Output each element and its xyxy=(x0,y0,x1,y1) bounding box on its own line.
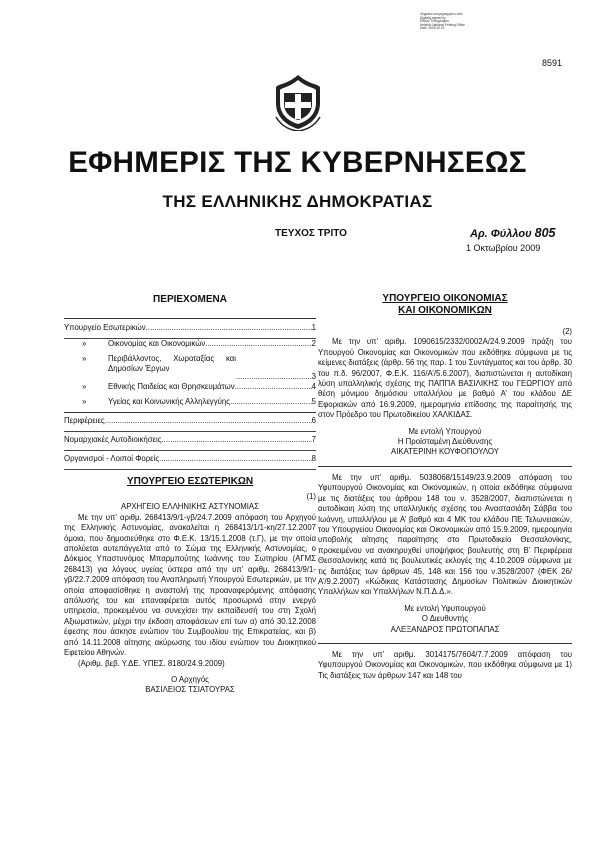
toc-marker: » xyxy=(82,339,87,348)
toc-row xyxy=(64,435,316,451)
signature-line: Date: 2009.10.01 xyxy=(420,26,445,31)
toc-label: Περιβάλλοντος, Χωροταξίας και Δημοσίων Έργων xyxy=(108,354,236,374)
toc-marker: » xyxy=(82,382,87,391)
table-of-contents xyxy=(64,294,316,470)
signature-line: Ψηφιακά υπογεγραμμένο από xyxy=(420,12,463,16)
toc-label: Εθνικής Παιδείας και Θρησκευμάτων xyxy=(108,382,235,391)
toc-page: 2 xyxy=(311,339,316,348)
toc-row xyxy=(64,323,316,339)
gazette-subtitle: ΤΗΣ ΕΛΛΗΝΙΚΗΣ ΔΗΜΟΚΡΑΤΙΑΣ xyxy=(162,192,433,211)
greek-coat-of-arms-icon xyxy=(272,73,324,131)
toc-label: Νομαρχιακές Αυτοδιοικήσεις xyxy=(64,435,162,444)
item-number: (1) xyxy=(306,492,316,501)
toc-row xyxy=(82,339,316,354)
toc-page: 7 xyxy=(311,435,316,444)
decision-text: Με την υπ’ αριθμ. 3014175/7604/7.7.2009 απόφαση του Υφυπουργού Οικονομίας και Οικονομικών, που εκδόθηκε σύμφωνα με 1) Τις διατάξεις των άρθρων 147 και 148 του xyxy=(318,649,572,680)
signer-role: Ο Αρχηγός xyxy=(171,674,209,684)
decision-text: Με την υπ’ αριθμ. 1090615/2332/0002Α/24.9.2009 πράξη του Υπουργού Οικονομίας και Οικονομικών που εκδόθηκε σύμφωνα με τις κείμενες διατάξεις (άρθρ. 56 της παρ. 1 του Συντάγματος και του άρθρ. 30 του π.δ. 96/2007, Φ.Ε.Κ. 116/Α’/5.6.2007), διαπιστώνεται η αυτοδίκαιη λύση υπαλληλικής σχέσης της ΠΑΠΠΑ ΒΑΣΙΛΙΚΗΣ του ΓΕΩΡΓΙΟΥ από θέση μόνιμου δημόσιου υπαλλήλου με βαθμό Α’ του κλάδου ΔΕ Εφοριακών από 16.9.2009, ημερομηνία επίδοσης της παραίτησής της στον Πρόεδρο του Πρωτοδικείου ΧΑΛΚΙΔΑΣ. xyxy=(318,337,572,420)
toc-title: ΠΕΡΙΕΧΟΜΕΝΑ xyxy=(153,294,227,305)
ministry-interior-section xyxy=(64,476,316,696)
authority-name: ΑΡΧΗΓΕΙΟ ΕΛΛΗΝΙΚΗΣ ΑΣΤΥΝΟΜΙΑΣ xyxy=(121,502,259,512)
toc-row xyxy=(82,382,316,397)
ministry-economy-section xyxy=(318,293,572,681)
issue-type: ΤΕΥΧΟΣ ΤΡΙΤΟ xyxy=(275,228,347,239)
signer-name: ΒΑΣΙΛΕΙΟΣ ΤΣΙΑΤΟΥΡΑΣ xyxy=(145,685,235,695)
sheet-number-value: 805 xyxy=(534,226,556,240)
toc-label: Οικονομίας και Οικονομικών xyxy=(108,339,206,348)
issue-date: 1 Οκτωβρίου 2009 xyxy=(466,243,541,253)
toc-row xyxy=(82,397,316,412)
sheet-label: Αρ. Φύλλου xyxy=(470,228,532,240)
sheet-number xyxy=(470,226,556,240)
signature-line: Digitally signed by xyxy=(420,15,446,20)
toc-page: 3 xyxy=(311,371,316,381)
signature-line: Εθνικό Τυπογραφείο xyxy=(420,19,449,24)
toc-page: 8 xyxy=(311,454,316,463)
toc-marker: » xyxy=(82,354,87,363)
signature-line: Hellenic National Printing Office xyxy=(420,22,465,27)
toc-label: Υπουργείο Εσωτερικών xyxy=(64,323,146,332)
toc-label: Υγείας και Κοινωνικής Αλληλεγγύης xyxy=(108,397,230,406)
toc-marker: » xyxy=(82,397,87,406)
signer-name: ΑΙΚΑΤΕΡΙΝΗ ΚΟΥΦΟΠΟΥΛΟΥ xyxy=(391,447,499,457)
section-heading-line1: ΥΠΟΥΡΓΕΙΟ ΟΙΚΟΝΟΜΙΑΣ xyxy=(382,293,508,304)
signer-title: Ο Διευθυντής xyxy=(421,614,469,624)
toc-row xyxy=(82,354,316,382)
item-number: (2) xyxy=(562,327,572,336)
gazette-masthead: ΕΦΗΜΕΡΙΣ ΤΗΣ ΚΥΒΕΡΝΗΣΕΩΣ xyxy=(68,146,527,179)
toc-page: 4 xyxy=(311,382,316,391)
page-number: 8591 xyxy=(541,58,562,68)
signer-role: Με εντολή Υπουργού xyxy=(408,426,482,436)
section-heading: ΥΠΟΥΡΓΕΙΟ ΕΣΩΤΕΡΙΚΩΝ xyxy=(126,476,254,487)
digital-signature-box xyxy=(420,13,482,31)
decision-text: Με την υπ’ αριθμ. 268413/9/1-γβ/24.7.2009 απόφαση του Αρχηγού της Ελληνικής Αστυνομίας, ανακαλείται η 268413/1/1-κη/27.12.2007 όμοια, που δημοσιεύθηκε στο Φ.Ε.Κ. 13/15.1.2008 (τ.Γ), με την οποία απολύεται αυτεπάγγελτα από το Σώμα της Ελληνικής Αστυνομίας, ο Δόκιμος Υπαστυνόμος Μπαρμπούτης Ιωάννης του Σωτηρίου (ΑΓΜΣ 268413) για λόγους υγείας ύστερα από την υπ’ αριθμ. 268413/9/1-γβ/22.7.2009 απόφαση του Αναπληρωτή Υπουργού Εσωτερικών, με την οποία αποφασίσθηκε η αναστολή της προαναφερόμενης απόφασης απόλυσής του και επαναφέρεται αυτός προσωρινά στην ενεργό υπηρεσία, προκειμένου να συνεχίσει την εκπαίδευσή του στη Σχολή Αξιωματικών, μέχρι την έκδοση αποφάσεων επί των α) από 30.12.2008 έφεσης που άσκησε ενώπιον του Συμβουλίου της Επικρατείας, και β) από 14.11.2008 αίτησης ακύρωσης του ιδίου ενώπιον του Διοικητικού Εφετείου Αθηνών. xyxy=(64,512,316,658)
toc-label: Οργανισμοί - Λοιποί Φορείς xyxy=(64,454,160,463)
toc-page: 5 xyxy=(311,397,316,406)
signer-name: ΑΛΕΞΑΝΔΡΟΣ ΠΡΩΤΟΠΑΠΑΣ xyxy=(390,624,500,634)
signer-role: Με εντολή Υφυπουργού xyxy=(404,603,486,613)
signer-title: Η Προϊσταμένη Διεύθυνσης xyxy=(397,437,493,447)
toc-page: 1 xyxy=(311,323,316,332)
toc-row xyxy=(64,454,316,470)
section-heading-line2: ΚΑΙ ΟΙΚΟΝΟΜΙΚΩΝ xyxy=(398,305,492,316)
toc-page: 6 xyxy=(311,416,316,425)
toc-label: Περιφέρειες xyxy=(64,416,105,425)
decision-text: Με την υπ’ αριθμ. 5038068/15149/23.9.2009 απόφαση του Υφυπουργού Οικονομίας και Οικονομικών, η οποία εκδόθηκε σύμφωνα με τις διατάξεις του άρθρου 148 του ν. 3528/2007, διαπιστώνεται η αυτοδίκαιη λύση της υπαλληλικής σχέσης του Αναστασιάδη Σάββα του Ιωάννη, υπαλλήλου με Α’ βαθμό και 4 ΜΚ του κλάδου ΠΕ Τελωνειακών, του Υπουργείου Οικονομίας και Οικονομικών από 15.9.2009, ημερομηνία υποβολής αίτησης παραίτησης στο Πρωτοδικείο Θεσσαλονίκης, προκειμένου να ανακηρυχθεί υποψήφιος βουλευτής στη Β’ Περιφέρεια Θεσσαλονίκης κατά τις βουλευτικές εκλογές της 4.10.2009 σύμφωνα με τις διατάξεις των άρθρων 45, 148 και 156 του ν.3528/2007 (ΦΕΚ 26/Α’/9.2.2007) «Κώδικας Κατάστασης Δημοσίων Πολιτικών Διοικητικών Υπαλλήλων και Υπαλλήλων Ν.Π.Δ.Δ.». xyxy=(318,472,572,597)
toc-row xyxy=(64,416,316,432)
reference-number: (Αριθμ. βεβ. Υ.ΔΕ. ΥΠΕΣ. 8180/24.9.2009) xyxy=(78,658,225,668)
